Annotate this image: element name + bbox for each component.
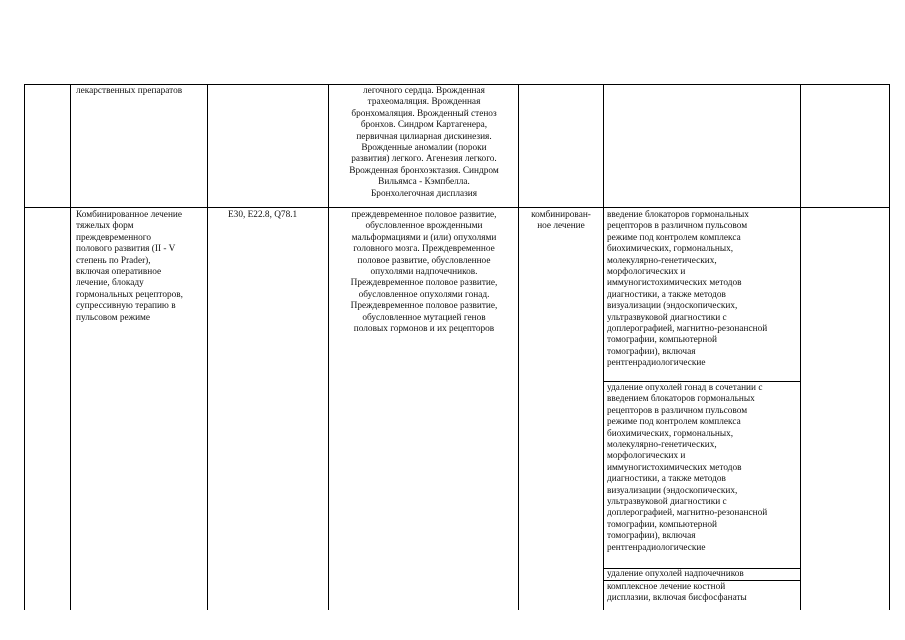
method-2-line: томографии), включая bbox=[607, 531, 696, 542]
row1-diagnosis-line: легочного сердца. Врожденная bbox=[363, 86, 485, 96]
row1-diagnosis-line: Вильямса - Кэмпбелла. bbox=[378, 177, 470, 188]
method-1-line: ультразвуковой диагностики с bbox=[607, 312, 727, 323]
method-2-line: введением блокаторов гормональных bbox=[607, 394, 755, 405]
method-2-line: иммуногистохимических методов bbox=[607, 462, 742, 473]
row1-diagnosis-line: бронхов. Синдром Картагенера, bbox=[360, 120, 488, 131]
method-3-line: удаление опухолей надпочечников bbox=[607, 569, 744, 579]
row1-diagnosis-line: развития) легкого. Агенезия легкого. bbox=[351, 154, 497, 165]
row2-diagnosis-line: половое развитие, обусловленное bbox=[357, 255, 491, 266]
row2-diagnosis-line: обусловленное врожденными bbox=[365, 221, 483, 232]
method-1-line: биохимических, гормональных, bbox=[607, 244, 734, 255]
row2-icd-codes: E30, E22.8, Q78.1 bbox=[228, 210, 298, 220]
method-1-line: молекулярно-генетических, bbox=[607, 255, 717, 266]
row2-treatment-type-line: комбинирован- bbox=[531, 210, 591, 220]
row2-diagnosis-line: опухолями надпочечников. bbox=[370, 267, 478, 278]
method-1-line: визуализации (эндоскопических, bbox=[607, 301, 738, 312]
method-1-line: томографии), включая bbox=[607, 346, 696, 357]
method-1-line: режиме под контролем комплекса bbox=[607, 232, 741, 243]
method-2-line: режиме под контролем комплекса bbox=[607, 417, 741, 428]
row2-treatment-line: Комбинированное лечение bbox=[76, 210, 183, 220]
method-2-line: морфологических и bbox=[607, 451, 686, 462]
row1-diagnosis-line: трахеомаляция. Врожденная bbox=[367, 97, 481, 108]
method-2-line: рецепторов в различном пульсовом bbox=[607, 405, 748, 416]
method-1-line: рецепторов в различном пульсовом bbox=[607, 221, 748, 232]
row1-diagnosis-line: первичная цилиарная дискинезия. bbox=[356, 131, 492, 142]
row2-diagnosis-cell bbox=[330, 210, 518, 335]
method-2-line: рентгенрадиологические bbox=[607, 542, 706, 553]
method-2-line: томографии, компьютерной bbox=[607, 519, 718, 530]
method-1-line: иммуногистохимических методов bbox=[607, 278, 742, 289]
row2-treatment-line: преждевременного bbox=[76, 232, 152, 243]
method-4-line: дисплазии, включая бисфосфанаты bbox=[607, 593, 747, 604]
row2-treatment-type-cell bbox=[520, 210, 602, 233]
method-2-line: молекулярно-генетических, bbox=[607, 440, 717, 451]
row2-treatment-line: супрессивную терапию в bbox=[76, 301, 176, 312]
row2-diagnosis-line: Преждевременное половое развитие, bbox=[350, 278, 498, 289]
method-cell-1 bbox=[607, 210, 800, 370]
row2-diagnosis-line: Преждевременное половое развитие, bbox=[350, 301, 498, 312]
row2-diagnosis-line: обусловленное опухолями гонад. bbox=[358, 289, 490, 300]
row1-diagnosis-line: Врожденная бронхоэктазия. Синдром bbox=[349, 165, 499, 176]
row1-diagnosis-cell bbox=[330, 86, 518, 200]
row2-diagnosis-line: преждевременное половое развитие, bbox=[351, 210, 497, 220]
method-1-line: томографии, компьютерной bbox=[607, 335, 718, 346]
row2-icd-codes-cell bbox=[228, 210, 328, 221]
method-cell-4 bbox=[607, 582, 800, 605]
row1-diagnosis-line: Бронхолегочная дисплазия bbox=[370, 188, 478, 199]
row2-treatment-line: степень по Prader), bbox=[76, 255, 151, 266]
row2-treatment-cell bbox=[76, 210, 206, 324]
method-2-line: ультразвуковой диагностики с bbox=[607, 497, 727, 508]
method-2-line: визуализации (эндоскопических, bbox=[607, 485, 738, 496]
method-4-line: комплексное лечение костной bbox=[607, 582, 726, 592]
method-1-line: морфологических и bbox=[607, 267, 686, 278]
row2-treatment-line: включая оперативное bbox=[76, 267, 162, 278]
row2-diagnosis-line: мальформациями и (или) опухолями bbox=[351, 232, 497, 243]
row2-diagnosis-line: обусловленное мутацией генов bbox=[362, 312, 486, 323]
method-1-line: диагностики, а также методов bbox=[607, 289, 726, 300]
row1-treatment-cell bbox=[76, 86, 204, 97]
row1-diagnosis-line: бронхомаляция. Врожденный стеноз bbox=[351, 108, 497, 119]
row2-treatment-line: пульсовом режиме bbox=[76, 312, 151, 323]
method-1-line: доплерографией, магнитно-резонансной bbox=[607, 324, 768, 335]
method-cell-2 bbox=[607, 383, 800, 554]
method-2-line: диагностики, а также методов bbox=[607, 474, 726, 485]
row1-diagnosis-line: Врожденные аномалии (пороки bbox=[361, 143, 487, 154]
row2-treatment-line: гормональных рецепторов, bbox=[76, 289, 183, 300]
row2-treatment-line: тяжелых форм bbox=[76, 221, 134, 232]
row2-treatment-type-line: ное лечение bbox=[537, 221, 585, 232]
row2-diagnosis-line: головного мозга. Преждевременное bbox=[353, 244, 495, 255]
row2-treatment-line: лечение, блокаду bbox=[76, 278, 144, 289]
row2-treatment-line: полового развития (II - V bbox=[76, 244, 176, 255]
method-2-line: удаление опухолей гонад в сочетании с bbox=[607, 383, 763, 393]
method-2-line: биохимических, гормональных, bbox=[607, 428, 734, 439]
method-cell-3 bbox=[607, 569, 800, 580]
row1-treatment-text: лекарственных препаратов bbox=[76, 86, 183, 96]
method-2-line: доплерографией, магнитно-резонансной bbox=[607, 508, 768, 519]
row2-diagnosis-line: половых гормонов и их рецепторов bbox=[353, 324, 495, 335]
method-1-line: введение блокаторов гормональных bbox=[607, 210, 749, 220]
method-1-line: рентгенрадиологические bbox=[607, 358, 706, 369]
